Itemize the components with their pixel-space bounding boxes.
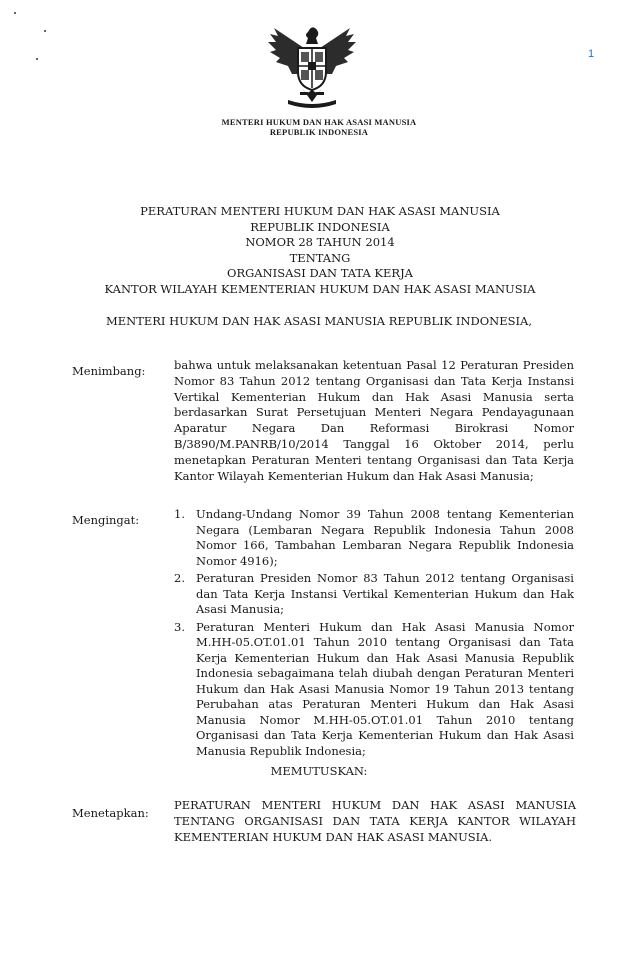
memutuskan-heading: MEMUTUSKAN: (270, 764, 368, 778)
menimbang-label: Menimbang: (72, 364, 146, 378)
regulation-title (60, 204, 580, 297)
list-item (174, 507, 574, 569)
list-item (174, 620, 574, 760)
ministry-country: REPUBLIK INDONESIA (269, 127, 369, 137)
scan-speck (36, 58, 38, 60)
title-line: ORGANISASI DAN TATA KERJA (227, 266, 413, 280)
preamble: MENTERI HUKUM DAN HAK ASASI MANUSIA REPUBLIK INDONESIA, (105, 314, 533, 328)
title-line: TENTANG (289, 250, 351, 265)
garuda-emblem-icon (262, 22, 362, 112)
menetapkan-text: PERATURAN MENTERI HUKUM DAN HAK ASASI MANUSIA TENTANG ORGANISASI DAN TATA KERJA KANTOR WILAYAH KEMENTERIAN HUKUM DAN HAK ASASI MANUSIA. (174, 798, 576, 844)
title-line: REPUBLIK INDONESIA (250, 219, 390, 234)
title-line: KANTOR WILAYAH KEMENTERIAN HUKUM DAN HAK ASASI MANUSIA (104, 281, 536, 296)
ministry-name: MENTERI HUKUM DAN HAK ASASI MANUSIA (221, 117, 417, 127)
menimbang-text: bahwa untuk melaksanakan ketentuan Pasal 12 Peraturan Presiden Nomor 83 Tahun 2012 tentang Organisasi dan Tata Kerja Instansi Vertikal Kementerian Hukum dan Hak Asasi Manusia serta berdasarkan Surat Persetujuan Menteri Negara Pendayagunaan Aparatur Negara Dan Reformasi Birokrasi Nomor B/3890/M.PANRB/10/2014 Tanggal 16 Oktober 2014, perlu menetapkan Peraturan Menteri tentang Organisasi dan Tata Kerja Kantor Wilayah Kementerian Hukum dan Hak Asasi Manusia; (174, 358, 574, 483)
page-number: 1 (588, 48, 595, 60)
mengingat-label: Mengingat: (72, 513, 140, 527)
title-line: PERATURAN MENTERI HUKUM DAN HAK ASASI MANUSIA (140, 204, 500, 218)
mengingat-list (174, 507, 574, 759)
list-item-number: 1. (174, 507, 185, 521)
list-item-text: Peraturan Menteri Hukum dan Hak Asasi Manusia Nomor M.HH-05.OT.01.01 Tahun 2010 tentang Organisasi dan Tata Kerja Kementerian Hukum dan Hak Asasi Manusia Republik Indonesia sebagaimana telah diubah dengan Peraturan Menteri Hukum dan Hak Asasi Manusia Nomor 19 Tahun 2013 tentang Perubahan atas Peraturan Menteri Hukum dan Hak Asasi Manusia Nomor M.HH-05.OT.01.01 Tahun 2010 tentang Organisasi dan Tata Kerja Kementerian Hukum dan Hak Asasi Manusia Republik Indonesia; (196, 619, 574, 758)
title-line: NOMOR 28 TAHUN 2014 (245, 235, 395, 249)
scan-speck (14, 12, 16, 14)
list-item-number: 3. (174, 619, 185, 634)
menetapkan-label: Menetapkan: (72, 806, 149, 820)
list-item-number: 2. (174, 571, 185, 585)
list-item-text: Peraturan Presiden Nomor 83 Tahun 2012 tentang Organisasi dan Tata Kerja Instansi Vertikal Kementerian Hukum dan Hak Asasi Manusia; (196, 571, 574, 616)
list-item (174, 571, 574, 618)
list-item-text: Undang-Undang Nomor 39 Tahun 2008 tentang Kementerian Negara (Lembaran Negara Republik Indonesia Tahun 2008 Nomor 166, Tambahan Lembaran Negara Republik Indonesia Nomor 4916); (196, 507, 574, 568)
scan-speck (44, 30, 46, 32)
